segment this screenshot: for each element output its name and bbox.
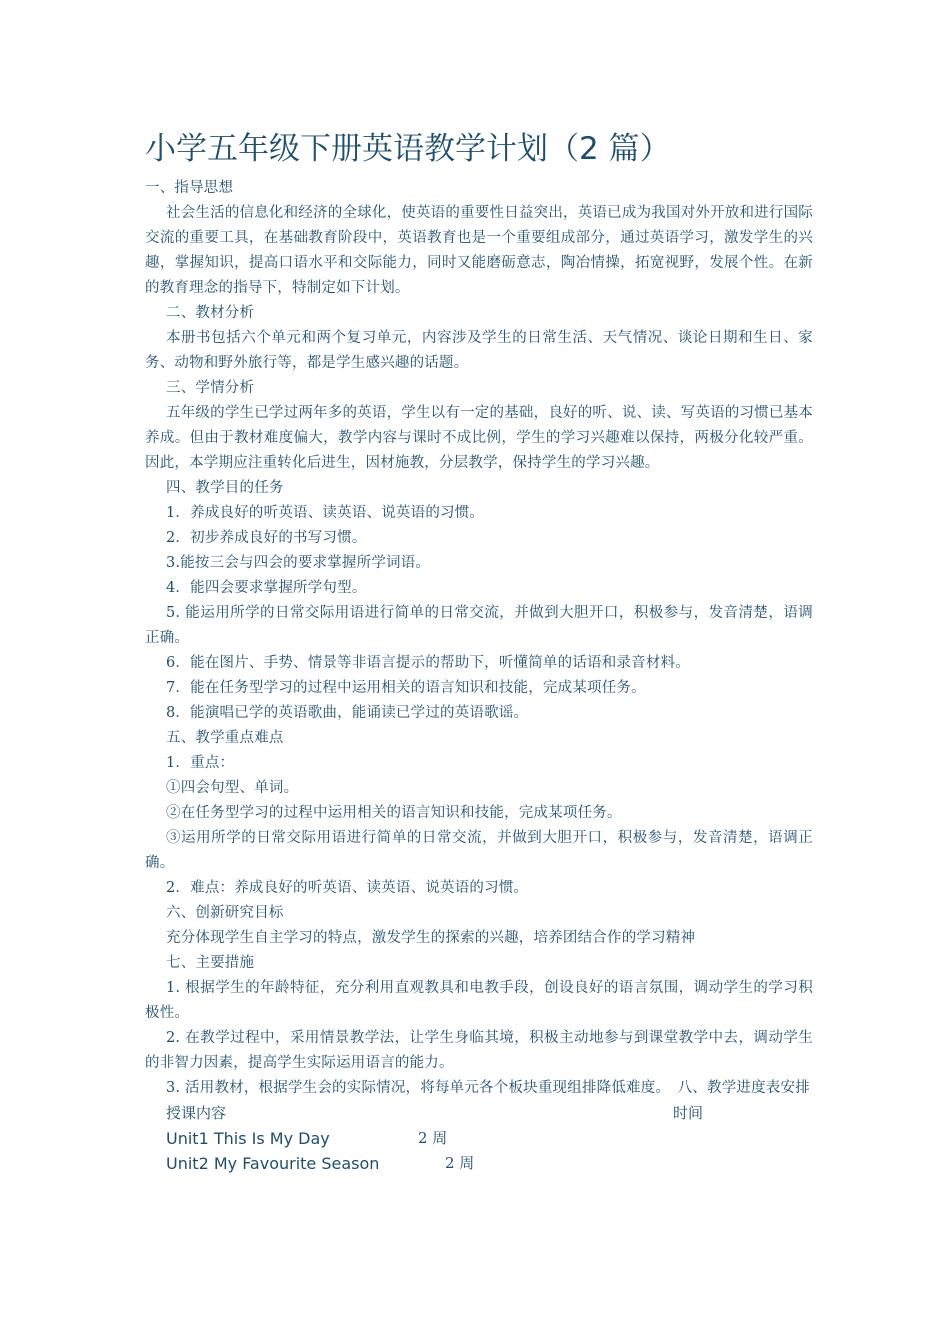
paragraph: 三、学情分析 [166, 380, 255, 396]
paragraph: 7．能在任务型学习的过程中运用相关的语言知识和技能，完成某项任务。 [166, 680, 646, 696]
paragraph: 1．重点： [166, 755, 235, 771]
schedule-unit: Unit2 My Favourite Season [166, 1154, 380, 1173]
schedule-header-content: 授课内容 [166, 1104, 227, 1122]
paragraph: 3.能按三会与四会的要求掌握所学词语。 [166, 555, 431, 571]
paragraph: 二、教材分析 [166, 305, 255, 321]
paragraph: 本册书包括六个单元和两个复习单元，内容涉及学生的日常生活、天气情况、谈论日期和生日、家务、动物和野外旅行等，都是学生感兴趣的话题。 [145, 330, 813, 371]
paragraph: ②在任务型学习的过程中运用相关的语言知识和技能，完成某项任务。 [166, 805, 622, 821]
schedule-header-time: 时间 [673, 1104, 704, 1122]
paragraph: 2. 在教学过程中，采用情景教学法，让学生身临其境，积极主动地参与到课堂教学中去，调动学生的非智力因素，提高学生实际运用语言的能力。 [145, 1030, 813, 1071]
paragraph: ③运用所学的日常交际用语进行简单的日常交流，并做到大胆开口，积极参与，发音清楚，语调正确。 [145, 830, 813, 871]
document-title: 小学五年级下册英语教学计划（2 篇） [145, 131, 671, 167]
paragraph: 充分体现学生自主学习的特点，激发学生的探索的兴趣，培养团结合作的学习精神 [166, 930, 696, 946]
paragraph: 一、指导思想 [145, 180, 234, 196]
paragraph: 1. 根据学生的年龄特征，充分利用直观教具和电教手段，创设良好的语言氛围，调动学生的学习积极性。 [145, 980, 813, 1021]
paragraph: 8．能演唱已学的英语歌曲，能诵读已学过的英语歌谣。 [166, 705, 529, 721]
paragraph: ①四会句型、单词。 [166, 780, 299, 796]
document-body [145, 128, 813, 1176]
schedule-row [145, 1126, 813, 1151]
paragraph: 4．能四会要求掌握所学句型。 [166, 580, 367, 596]
paragraph: 1．养成良好的听英语、读英语、说英语的习惯。 [166, 505, 485, 521]
schedule-time: 2 周 [445, 1154, 475, 1172]
paragraph: 四、教学目的任务 [166, 480, 284, 496]
schedule-time: 2 周 [418, 1129, 448, 1147]
paragraph: 七、主要措施 [166, 955, 255, 971]
paragraph: 6．能在图片、手势、情景等非语言提示的帮助下，听懂简单的话语和录音材料。 [166, 655, 690, 671]
paragraph: 五年级的学生已学过两年多的英语，学生以有一定的基础，良好的听、说、读、写英语的习惯已基本养成。但由于教材难度偏大，教学内容与课时不成比例，学生的学习兴趣难以保持，两极分化较严重。因此，本学期应注重转化后进生，因材施教，分层教学，保持学生的学习兴趣。 [145, 405, 813, 471]
schedule-row [145, 1151, 813, 1176]
paragraph-list [145, 176, 813, 1101]
schedule-header [145, 1101, 813, 1126]
paragraph: 六、创新研究目标 [166, 905, 284, 921]
paragraph: 5. 能运用所学的日常交际用语进行简单的日常交流，并做到大胆开口，积极参与，发音清楚，语调正确。 [145, 605, 813, 646]
paragraph: 2．初步养成良好的书写习惯。 [166, 530, 367, 546]
paragraph: 社会生活的信息化和经济的全球化，使英语的重要性日益突出，英语已成为我国对外开放和进行国际交流的重要工具，在基础教育阶段中，英语教育也是一个重要组成部分，通过英语学习，激发学生的兴趣，掌握知识，提高口语水平和交际能力，同时又能磨砺意志，陶冶情操，拓宽视野，发展个性。在新的教育理念的指导下，特制定如下计划。 [145, 205, 813, 296]
paragraph: 五、教学重点难点 [166, 730, 284, 746]
schedule-unit: Unit1 This Is My Day [166, 1129, 330, 1148]
paragraph: 3. 活用教材，根据学生会的实际情况，将每单元各个板块重现组排降低难度。 八、教学进度表安排 [166, 1080, 810, 1096]
paragraph: 2．难点：养成良好的听英语、读英语、说英语的习惯。 [166, 880, 529, 896]
